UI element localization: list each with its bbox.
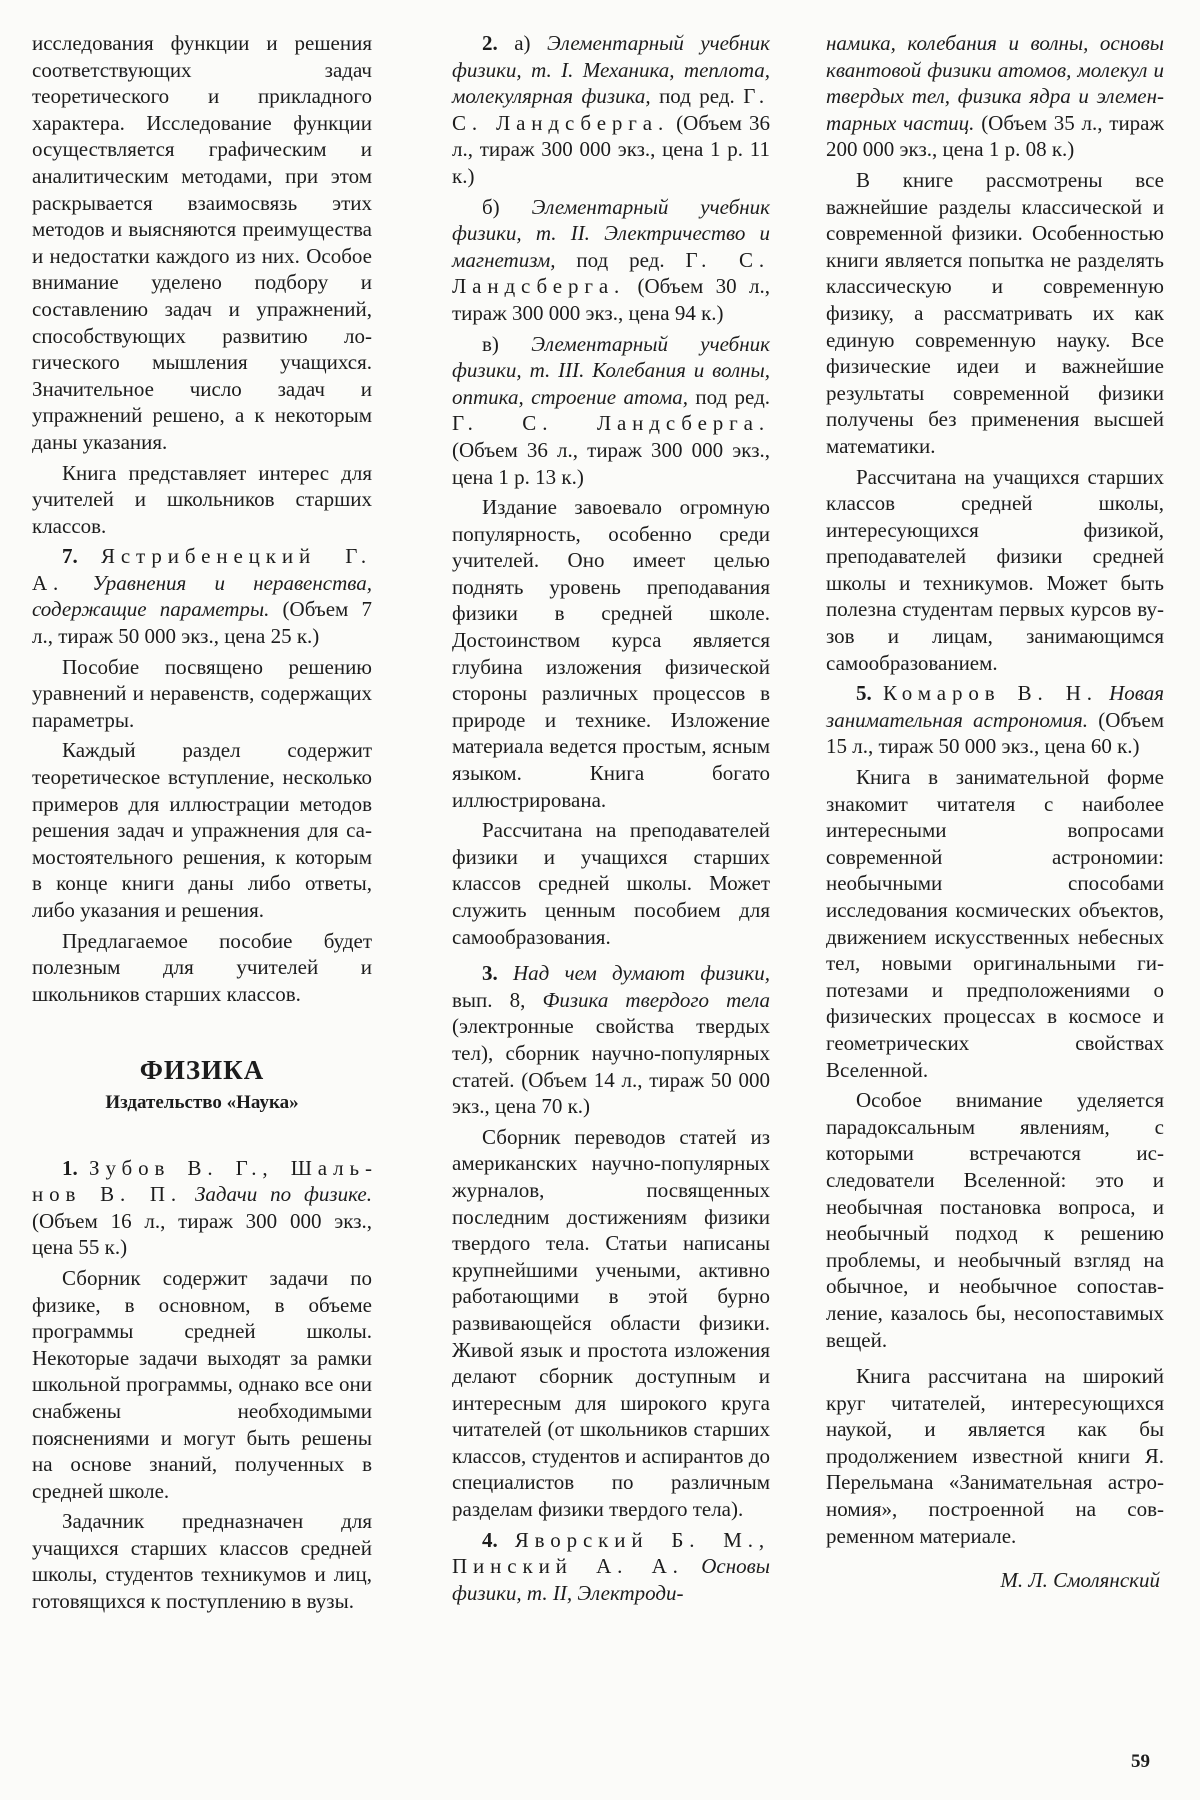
- paragraph: Книга рассчитана на широкий круг читателей, интересующихся наукой, и является как бы продолжением известной книги Я. Перельмана «Занимательная астрономия», построенной на современном материале.: [826, 1364, 1164, 1548]
- section-title: ФИЗИКА: [139, 1055, 265, 1086]
- entry-number: 7.: [62, 544, 78, 569]
- entry-title: Элементарный учебник физики, т. III. Колебания и волны, оптика, строение атома,: [452, 331, 770, 409]
- entry-title-continued: намика, колебания и волны, основы квантовой физики атомов, молекул и твердых тел, физика ядра и элементарных частиц.: [826, 31, 1164, 135]
- entry-editor: Г. С. Ландсберга.: [452, 84, 770, 135]
- column-right: [826, 30, 1164, 1594]
- entry-editor-label: под ред.: [659, 84, 735, 109]
- entry-info: (Объем 36 л., тираж 300 000 экз., цена 1 р. 11 к.): [452, 110, 770, 188]
- entry-title: Над чем думают физики,: [513, 961, 771, 986]
- entry-info: (Объем 35 л., тираж 200 000 экз., цена 1 р. 08 к.): [826, 110, 1165, 162]
- paragraph: Издание завоевало огромную популярность, особенно среди учителей. Оно имеет целью поднять уровень преподавания физики в средней школе. Достоинством курса является глубина изложения физической стороны различных процессов в природе и технике. Изложение материала ведется простым, ясным языком. Книга богато иллюстрирована.: [452, 495, 770, 812]
- book-entry-4-continued: [826, 30, 1164, 163]
- entry-number: 1.: [62, 1155, 78, 1180]
- signature: М. Л. Смолянский: [1000, 1568, 1160, 1593]
- paragraph: Книга представляет интерес для учителей и школьников старших классов.: [32, 460, 372, 538]
- paragraph: Особое внимание уделяется парадоксальным явлениям, с которыми встречаются исследователи Вселенной: это и необычная постановка вопроса, и необычный подход к решению проблемы, и необычный взгляд на обычное, и необычное сопоставление, казалось бы, несопоставимых вещей.: [826, 1088, 1164, 1352]
- paragraph: Каждый раздел содержит теоретическое вступление, несколько примеров для иллюстрации методов решения задач и упражнения для самостоятельного решения, к которым в конце книги даны либо ответы, либо указания и решения.: [32, 738, 372, 922]
- entry-info: (электронные свойства твердых тел), сборник научно-популярных статей. (Объем 14 л., тираж 50 000 экз., цена 70 к.): [452, 1014, 770, 1119]
- entry-info: (Объем 7 л., тираж 50 000 экз., цена 25 к.): [32, 597, 372, 649]
- paragraph: исследования функции и решения соответствующих задач теоретического и прикладного характера. Исследование функции осуществляется графическим и аналитическим методами, при этом раскрывается взаимосвязь этих методов и выясняются преимущества и недостатки каждого из них. Особое внимание уделено подбору и составлению задач и упражнений, способствующих развитию логического мышления учащихся. Значительное число задач и упражнений решено, а к некоторым даны указания.: [32, 31, 372, 454]
- entry-number: 4.: [482, 1527, 498, 1552]
- book-entry-2c: [452, 331, 770, 491]
- page-number: 59: [1131, 1751, 1150, 1772]
- entry-number: 5.: [856, 681, 872, 706]
- entry-author: Яворский Б. М., Пинский А. А.: [452, 1527, 771, 1579]
- entry-number: 2.: [482, 31, 498, 55]
- paragraph: Книга в занимательной форме знакомит читателя с наиболее интересными вопросами современной астрономии: необычными способами исследования космических объектов, движением искусственных небесных тел, новыми оригинальными гипотезами и предположениями о физических процессах в космосе и геометрических свойствах Вселенной.: [826, 765, 1164, 1082]
- book-entry-3: [452, 960, 770, 1120]
- section-publisher: Издательство «Наука»: [105, 1091, 299, 1113]
- entry-info: (Объем 16 л., тираж 300 000 экз., цена 55 к.): [32, 1208, 372, 1260]
- entry-sub-label: б): [482, 194, 500, 219]
- book-entry-2a: [452, 30, 770, 190]
- paragraph: Сборник содержит задачи по физике, в основном, в объеме программы средней школы. Некоторые задачи выходят за рамки школьной программы, однако все они снабжены необходимыми пояснениями и могут быть решены на основе знаний, полученных в средней школе.: [32, 1265, 372, 1503]
- entry-editor: Г. С. Ландсберга.: [452, 247, 771, 299]
- book-entry-7: [32, 543, 372, 649]
- paragraph: В книге рассмотрены все важнейшие разделы классической и современной физики. Особенностью книги является попытка не разделять классическую и современную физику, а рассматривать их как единую современную науку. Все физические идеи и важнейшие результаты современной физики получены без применения высшей математики.: [826, 167, 1164, 458]
- paragraph: Рассчитана на преподавателей физики и учащихся старших классов средней школы. Может служить ценным пособием для самообразования.: [452, 818, 770, 949]
- entry-title: Основы физики, т. II, Электроди-: [452, 1554, 771, 1605]
- entry-title: Элементарный учебник физики, т. I. Механика, теплота, молекулярная физика,: [452, 31, 770, 109]
- entry-info: (Объем 36 л., тираж 300 000 экз., цена 1 р. 13 к.): [452, 437, 770, 489]
- entry-author: Ястрибенецкий Г. А.: [32, 544, 372, 595]
- paragraph: Предлагаемое пособие будет полезным для учителей и школьников старших классов.: [32, 928, 372, 1006]
- entry-subtitle: Физика твердого тела: [542, 987, 771, 1012]
- book-entry-5: [826, 680, 1164, 760]
- paragraph: Задачник предназначен для учащихся старших классов средней школы, студентов техникумов и лиц, готовящихся к поступлению в вузы.: [32, 1509, 372, 1614]
- entry-info: (Объем 15 л., тираж 50 000 экз., цена 60 к.): [826, 707, 1164, 759]
- entry-number: 3.: [482, 961, 498, 986]
- entry-title: Уравнения и неравенства, содержащие параметры.: [32, 570, 373, 622]
- entry-title: Задачи по физике.: [194, 1182, 372, 1207]
- entry-editor-label: под ред.: [695, 384, 771, 409]
- entry-author: Комаров В. Н.: [882, 681, 1098, 706]
- entry-volume: вып. 8,: [452, 987, 526, 1012]
- entry-title: Новая занимательная астрономия.: [826, 681, 1165, 732]
- entry-info: (Объем 30 л., тираж 300 000 экз., цена 94 к.): [452, 274, 770, 325]
- entry-editor: Г. С. Ландсберга.: [452, 411, 770, 436]
- paragraph: Пособие посвящено решению уравнений и неравенств, содержащих параметры.: [32, 654, 372, 732]
- entry-author: Зубов В. Г., Шальнов В. П.: [32, 1155, 372, 1207]
- column-middle: [452, 30, 770, 1610]
- book-entry-1: [32, 1155, 372, 1261]
- entry-editor-label: под ред.: [576, 247, 665, 272]
- entry-sub-label: а): [514, 31, 531, 55]
- book-entry-4: [452, 1527, 770, 1607]
- paragraph: Сборник переводов статей из американских научно-популярных журналов, посвященных последним достижениям физики твердого тела. Статьи написаны крупнейшими учеными, активно работающими в этой бурно развивающейся области физики. Живой язык и простота изложения делают сборник доступным и интересным для широкого круга читателей (от школьников старших классов, студентов и аспирантов до специалистов по различным разделам физики твердого тела).: [452, 1124, 770, 1522]
- entry-sub-label: в): [482, 331, 499, 356]
- paragraph: Рассчитана на учащихся старших классов средней школы, интересующихся физикой, преподавателей физики средней школы и техникумов. Может быть полезна студентам первых курсов вузов и лицам, занимающимся самообразованием.: [826, 464, 1164, 675]
- entry-title: Элементарный учебник физики, т. II. Электричество и магнетизм,: [452, 194, 770, 272]
- book-entry-2b: [452, 194, 770, 327]
- column-left: [32, 30, 372, 1619]
